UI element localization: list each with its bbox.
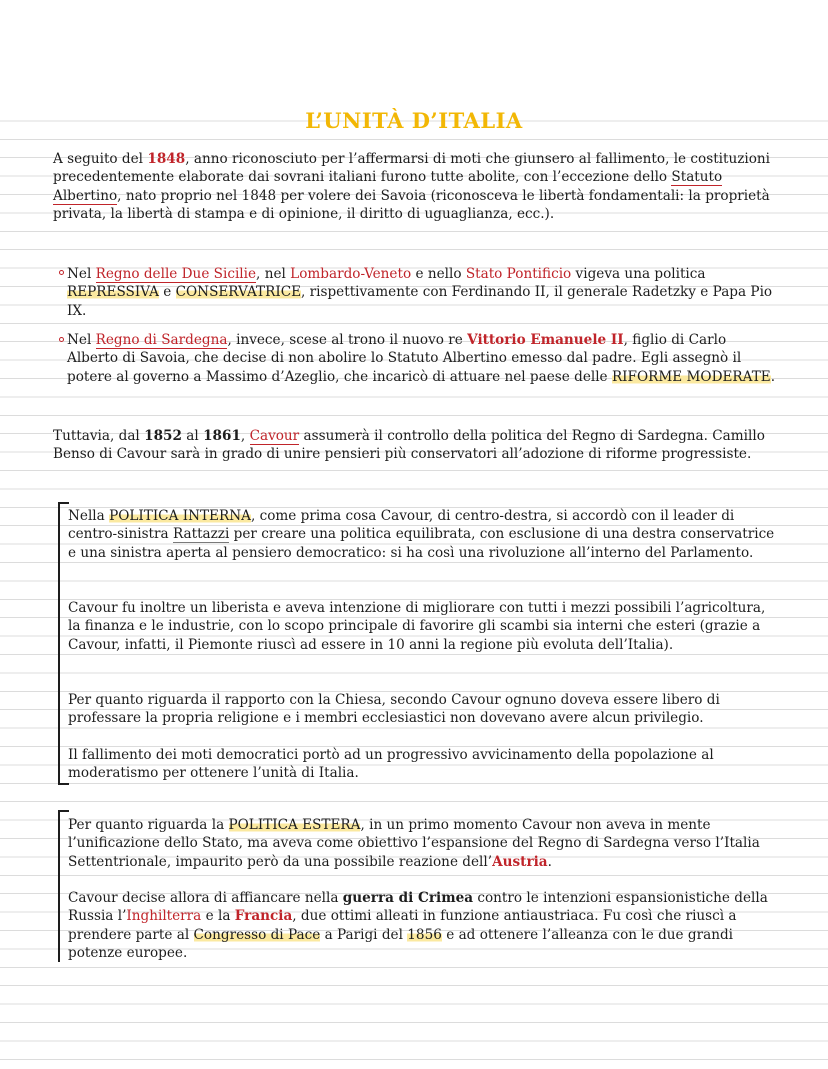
politica-interna-bracket — [58, 502, 60, 785]
guerra-di-crimea: guerra di Crimea — [342, 890, 474, 906]
stato-pontificio: Stato Pontificio — [465, 266, 572, 282]
moderatismo-paragraph: Il fallimento dei moti democratici portò ad un progressivo avvicinamento della popolazione al moderatismo per ottenere l’unità di Italia. — [68, 747, 714, 782]
chiesa-paragraph: Per quanto riguarda il rapporto con la Chiesa, secondo Cavour ognuno doveva essere libero di professare la propria religione e i membri ecclesiastici non dovevano avere alcun privilegio. — [68, 692, 720, 727]
politica-estera-label: POLITICA ESTERA — [228, 817, 361, 833]
bullet-dot-icon — [59, 270, 64, 275]
politica-interna-paragraph: Nella POLITICA INTERNA, come prima cosa Cavour, di centro-destra, si accordò con il leader di centro-sinistra Rattazzi per creare una politica equilibrata, con esclusione di una destra conservatrice e una sinistra aperta al pensiero democratico: si ha così una rivoluzione all’interno del Parlamento. — [68, 508, 775, 561]
crimea-paragraph: Cavour decise allora di affiancare nella guerra di Crimea contro le intenzioni espansionistiche della Russia l’Inghilterra e la Francia, due ottimi alleati in funzione antiaustriaca. Fu così che riuscì a prendere parte al Congresso di Pace a Parigi del 1856 e ad ottenere l’alleanza con le due grandi potenze europee. — [68, 890, 768, 962]
year-1861: 1861 — [203, 428, 241, 444]
inghilterra-name: Inghilterra — [126, 908, 202, 925]
year-1856: 1856 — [407, 926, 442, 943]
bullet-item-sardegna: Nel Regno di Sardegna, invece, scese al trono il nuovo re Vittorio Emanuele II, figlio di Carlo Alberto di Savoia, che decise di non abolire lo Statuto Albertino emesso dal padre. Egli assegnò il potere al governo a Massimo d’Azeglio, che incaricò di attuare nel paese delle RIFORME MODERATE. — [67, 332, 776, 385]
year-1852: 1852 — [144, 428, 182, 444]
year-1848: 1848 — [147, 151, 186, 167]
regno-di-sardegna: Regno di Sardegna — [95, 332, 228, 348]
regno-due-sicilie: Regno delle Due Sicilie — [95, 266, 257, 282]
francia-name: Francia — [234, 908, 293, 925]
politica-interna-label: POLITICA INTERNA — [109, 508, 251, 524]
liberista-paragraph: Cavour fu inoltre un liberista e aveva intenzione di migliorare con tutti i mezzi possibili l’agricoltura, la finanza e le industrie, con lo scopo principale di favorire gli scambi sia interni che esteri (grazie a Cavour, infatti, il Piemonte riuscì ad essere in 10 anni la regione più evoluta dell’Italia). — [68, 600, 766, 653]
austria-name: Austria — [492, 853, 548, 870]
conservatrice-label: CONSERVATRICE — [175, 284, 302, 301]
page-title: L’UNITÀ D’ITALIA — [305, 108, 523, 133]
congresso-di-pace: Congresso di Pace — [193, 926, 321, 943]
vittorio-emanuele: Vittorio Emanuele II — [467, 332, 624, 348]
lombardo-veneto: Lombardo-Veneto — [290, 266, 412, 282]
cavour-paragraph: Tuttavia, dal 1852 al 1861, Cavour assumerà il controllo della politica del Regno di Sardegna. Camillo Benso di Cavour sarà in grado di unire pensieri più conservatori all’adozione di riforme progressiste. — [53, 428, 765, 463]
politica-estera-paragraph: Per quanto riguarda la POLITICA ESTERA, in un primo momento Cavour non aveva in mente l’unificazione dello Stato, ma aveva come obiettivo l’espansione del Regno di Sardegna verso l’Italia Settentrionale, impaurito però da una possibile reazione dell’Austria. — [68, 817, 760, 870]
rattazzi-name: Rattazzi — [172, 526, 230, 543]
politica-estera-bracket — [58, 810, 60, 962]
repressiva-label: REPRESSIVA — [67, 284, 159, 301]
bullet-item-repressive: Nel Regno delle Due Sicilie, nel Lombardo-Veneto e nello Stato Pontificio vigeva una politica REPRESSIVA e CONSERVATRICE, rispettivamente con Ferdinando II, il generale Radetzky e Papa Pio IX. — [67, 266, 773, 319]
riforme-moderate-label: RIFORME MODERATE — [611, 368, 771, 385]
intro-paragraph: A seguito del 1848, anno riconosciuto per l’affermarsi di moti che giunsero al fallimento, le costituzioni precedentemente elaborate dai sovrani italiani furono tutte abolite, con l’eccezione dello Statuto Albertino, nato proprio nel 1848 per volere dei Savoia (riconosceva le libertà fondamentali: la proprietà privata, la libertà di stampa e di opinione, il diritto di uguaglianza, ecc.). — [53, 151, 771, 223]
bullet-dot-icon — [59, 337, 64, 342]
statuto-albertino: Statuto Albertino — [53, 169, 723, 204]
cavour-name: Cavour — [249, 428, 300, 444]
